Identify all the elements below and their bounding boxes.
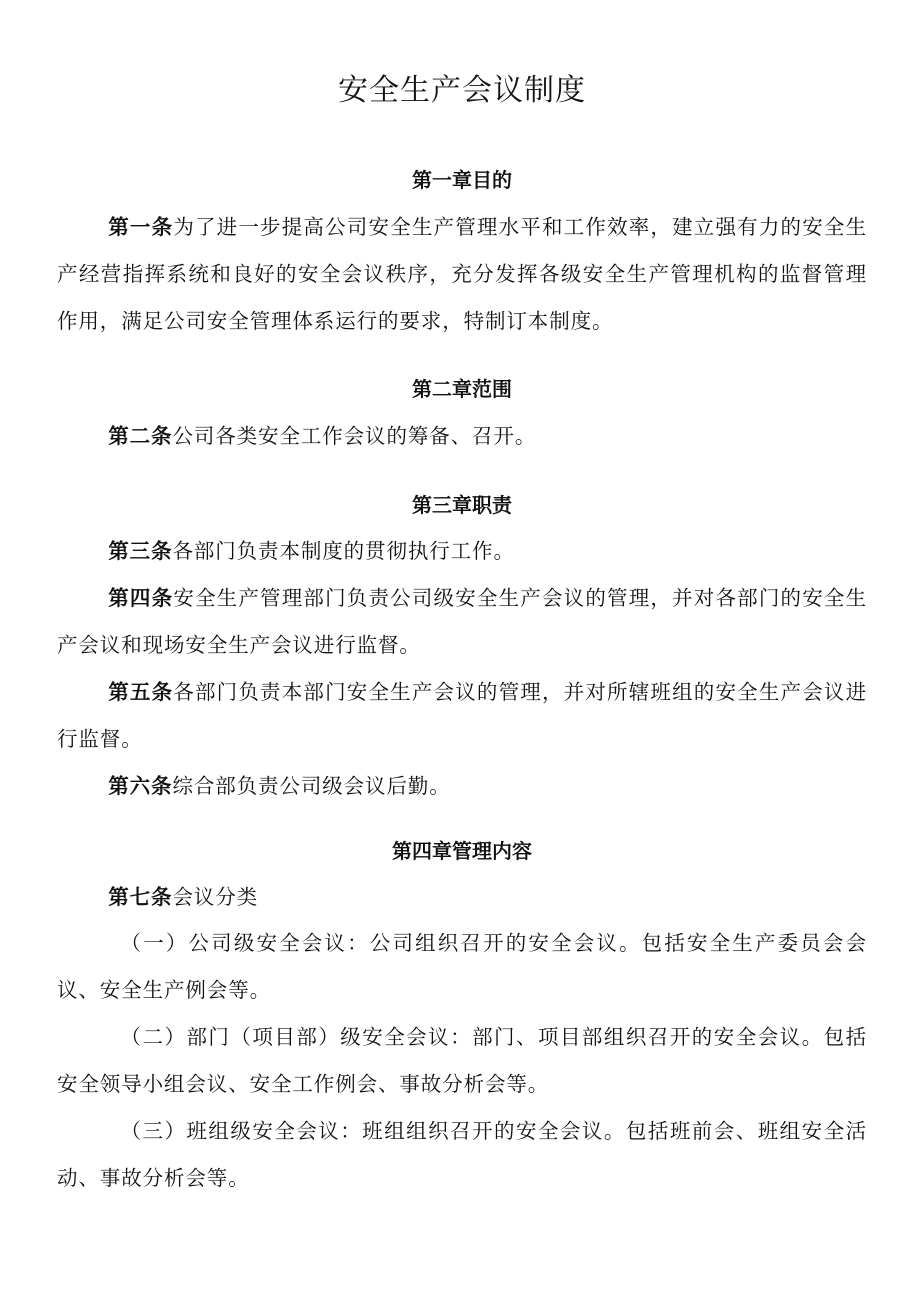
article-5 (57, 669, 867, 763)
article-1 (57, 204, 867, 345)
article-label: 第五条 (108, 680, 174, 704)
article-4 (57, 575, 867, 669)
list-item-1: （一）公司级安全会议：公司组织召开的安全会议。包括安全生产委员会会议、安全生产例会等。 (57, 931, 867, 1002)
article-3 (57, 528, 867, 575)
list-item-3: （三）班组级安全会议：班组组织召开的安全会议。包括班前会、班组安全活动、事故分析会等。 (57, 1119, 867, 1190)
article-7 (57, 874, 867, 921)
article-text: 为了进一步提高公司安全生产管理水平和工作效率，建立强有力的安全生产经营指挥系统和良好的安全会议秩序，充分发挥各级安全生产管理机构的监督管理作用，满足公司安全管理体系运行的要求，特制订本制度。 (57, 215, 867, 333)
article-label: 第四条 (108, 586, 174, 610)
article-text: 各部门负责本制度的贯彻执行工作。 (172, 539, 515, 563)
article-text: 各部门负责本部门安全生产会议的管理，并对所辖班组的安全生产会议进行监督。 (57, 680, 867, 751)
chapter-heading-3: 第三章职责 (412, 493, 512, 517)
list-item-2: （二）部门（项目部）级安全会议：部门、项目部组织召开的安全会议。包括安全领导小组会议、安全工作例会、事故分析会等。 (57, 1025, 867, 1096)
article-label: 第七条 (108, 885, 173, 909)
article-2 (57, 413, 867, 460)
article-label: 第二条 (108, 424, 173, 448)
article-text: 综合部负责公司级会议后勤。 (172, 774, 451, 798)
chapter-heading-4: 第四章管理内容 (392, 839, 532, 863)
article-label: 第一条 (108, 215, 174, 239)
chapter-heading-1: 第一章目的 (412, 168, 512, 192)
article-text: 安全生产管理部门负责公司级安全生产会议的管理，并对各部门的安全生产会议和现场安全生产会议进行监督。 (57, 586, 867, 657)
article-6 (57, 763, 867, 810)
chapter-heading-2: 第二章范围 (412, 377, 512, 401)
article-text: 会议分类 (172, 885, 259, 909)
document-title: 安全生产会议制度 (338, 73, 586, 108)
article-label: 第三条 (108, 539, 173, 563)
article-text: 公司各类安全工作会议的筹备、召开。 (172, 424, 537, 448)
article-label: 第六条 (108, 774, 173, 798)
